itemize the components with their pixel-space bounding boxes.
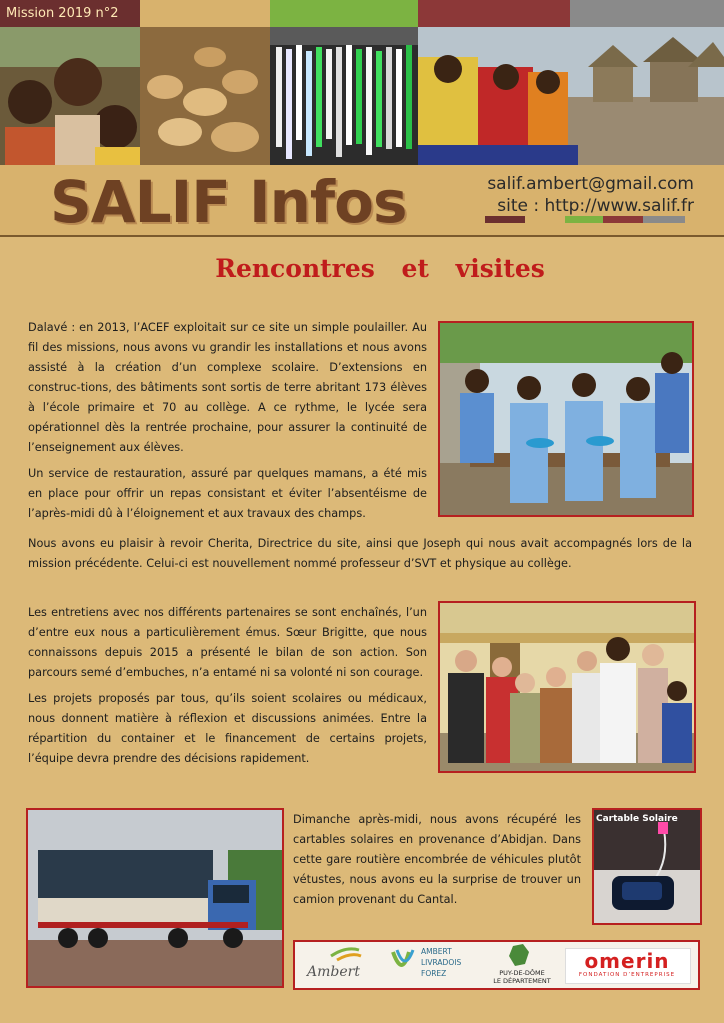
contact-color-bars [485,216,685,223]
paragraph: Dalavé : en 2013, l’ACEF exploitait sur ce site un simple poulailler. Au fil des missions, nous avons vu grandir les installations et nous avons assisté à la création d’un complexe scolaire. D’extensions en construc-tions, des bâtiments sont sortis de terre abritant 173 élèves à l’école primaire et 70 au collège. A ce rythme, le lycée sera opérationnel dès la rentrée prochaine, pour assurer la continuité de l’enseignement aux élèves. [28,321,427,454]
article-dalave-cont [28,534,692,580]
women-village-photo [418,27,724,165]
solar-bag-photo [592,808,702,925]
omerin-text: omerin [584,949,670,973]
group-photo [438,601,696,773]
newsletter-title: SALIF Infos [50,168,407,236]
paragraph: Les entretiens avec nos différents partenaires se sont enchaînés, l’un d’entre eux nous a particulièrement émus. Sœur Brigitte, que nous connaissons depuis 2015 a présenté le bilan de son action. Son parcours semé d’embuches, n’a entamé ni sa volonté ni son courage. [28,606,427,679]
ambert-text: Ambert [307,964,360,980]
website-link[interactable]: site : http://www.salif.fr [497,196,694,216]
paragraph: Dimanche après-midi, nous avons récupéré les cartables solaires en provenance d’Abidjan. Dans cette gare routière encombrée de véhicules plutôt vétustes, nous avons eu la surprise de trouver un camion provenant du Cantal. [293,813,581,906]
article-dalave [28,318,427,530]
omerin-subtext: FONDATION D’ENTREPRISE [578,972,676,978]
email-link[interactable]: salif.ambert@gmail.com [487,174,694,194]
header-photo-strip [0,27,724,165]
schoolchildren-photo [438,321,694,517]
puy-de-dome-logo [491,942,553,988]
ambert-logo [301,942,379,988]
pdd-line-2: LE DÉPARTEMENT [493,977,551,985]
pdd-line-1: PUY-DE-DÔME [499,969,545,977]
calabash-photo [140,27,270,165]
solar-caption: Cartable Solaire [596,814,678,824]
section-heading: Rencontres et visites [215,254,545,283]
alf-logo [387,942,487,988]
omerin-logo [563,942,691,988]
sponsors-bar [293,940,700,990]
truck-photo [26,808,284,988]
alf-line-2: LIVRADOIS [421,958,462,967]
contact-block [487,173,694,217]
children-photo [0,27,140,165]
article-partners [28,603,427,775]
paragraph: Les projets proposés par tous, qu’ils soient scolaires ou médicaux, nous donnent matière à réflexion et discussions animées. Entre la répartition du container et le financement de certains projets, l’équipe devra prendre des décisions rapidement. [28,692,427,765]
alf-line-3: FOREZ [421,969,447,978]
mission-label: Mission 2019 n°2 [0,0,140,27]
beads-photo [270,27,418,165]
article-solar-bags [293,810,581,916]
masthead [0,165,724,237]
paragraph: Un service de restauration, assuré par quelques mamans, a été mis en place pour offrir un repas consistant et éviter l’absentéisme de l’après-midi dû à l’éloignement et aux travaux des champs. [28,467,427,520]
alf-line-1: AMBERT [421,947,452,956]
paragraph: Nous avons eu plaisir à revoir Cherita, Directrice du site, ainsi que Joseph qui nous avait accompagnés lors de la mission précédente. Celui-ci est nouvellement nommé professeur d’SVT et physique au collège. [28,537,692,570]
